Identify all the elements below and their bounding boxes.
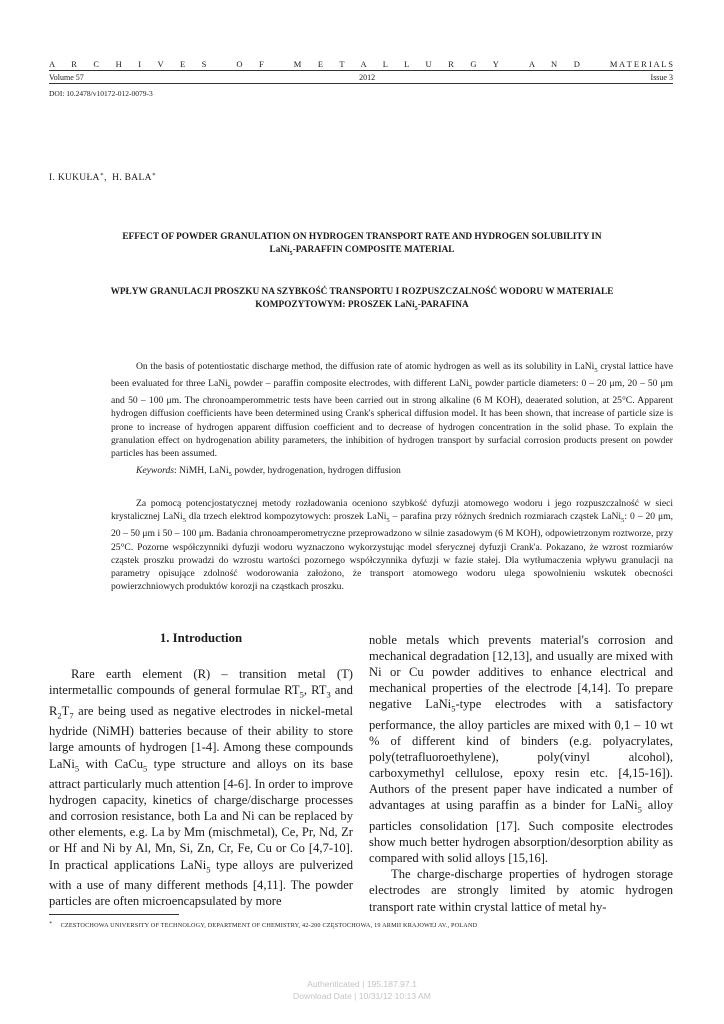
affiliation-mark: ∗ bbox=[99, 172, 105, 178]
title-line: WPŁYW GRANULACJI PROSZKU NA SZYBKOŚĆ TRANSPORTU I ROZPUSZCZALNOŚĆ WODORU W MATERIALE bbox=[110, 287, 614, 297]
affiliation-mark: ∗ bbox=[151, 172, 157, 178]
issue-meta bbox=[49, 73, 673, 82]
author-name: H. BALA bbox=[112, 173, 152, 184]
doi: DOI: 10.2478/v10172-012-0079-3 bbox=[49, 89, 153, 98]
paragraph: The charge-discharge properties of hydrogen storage electrodes are strongly limited by atomic hydrogen transport rate within crystal lattice of metal hy- bbox=[369, 867, 673, 914]
download-stamp-date: Download Date | 10/31/12 10:13 AM bbox=[293, 991, 431, 1001]
title-english bbox=[60, 231, 664, 261]
title-polish bbox=[60, 286, 664, 316]
download-stamp-ip: Authenticated | 195.187.97.1 bbox=[307, 979, 417, 989]
abstract-polish: Za pomocą potencjostatycznej metody rozładowania oceniono szybkość dyfuzji atomowego wodoru i jego rozpuszczalność w sieci krystalicznej LaNi$_5$ dla trzech elektrod kompozytowych: proszek LaNi$_5$ – parafina przy różnych średnich rozmiarach cząstek LaNi$_5$: 0 – 20 μm, 20 – 50 μm i 50 – 100 μm. Badania chronoamperometryczne przeprowadzono w silnie zasadowym (6 M KOH), odpowietrzonym roztworze, przy 25°C. Pozorne współczynniki dyfuzji wodoru wyznaczono wykorzystując model sferycznej dyfuzji Crank'a. Pokazano, że wzrost rozmiarów cząstek proszku prowadzi do wzrostu wartości pozornego współczynnika dyfuzji w fazie stałej. Dla wytłumaczenia wpływu granulacji na parametry opisujące zdolność wodorowania założono, że transport atomowego wodoru ulega spowolnieniu wskutek obecności powierzchniowych produktów korozji na cząstkach proszku. bbox=[111, 498, 674, 593]
keywords: Keywords: NiMH, LaNi$_5$ powder, hydrogenation, hydrogen diffusion bbox=[136, 465, 401, 478]
journal-word-4: A N D bbox=[528, 59, 588, 69]
title-line: EFFECT OF POWDER GRANULATION ON HYDROGEN TRANSPORT RATE AND HYDROGEN SOLUBILITY IN bbox=[122, 232, 602, 242]
author-name: I. KUKUŁA bbox=[49, 173, 100, 184]
volume-label: Volume 57 bbox=[49, 73, 84, 82]
section-heading: 1. Introduction bbox=[159, 631, 243, 645]
year-label: 2012 bbox=[359, 73, 376, 82]
body-column-right bbox=[369, 632, 673, 915]
journal-word-3: M E T A L L U R G Y bbox=[293, 59, 507, 69]
keywords-label: Keywords bbox=[136, 465, 175, 476]
body-column-left bbox=[49, 648, 353, 909]
issue-label: Issue 3 bbox=[650, 73, 673, 82]
abstract-english: On the basis of potentiostatic discharge method, the diffusion rate of atomic hydrogen as well as its solubility in LaNi$_5$ crystal lattice have been evaluated for three LaNi$_5$ powder – paraffin composite electrodes, with different LaNi$_5$ powder particle diameters: 0 – 20 μm, 20 – 50 μm and 50 – 100 μm. The chronoamperommetric tests have been carried out in strong alkaline (6 M KOH), deaerated solution, at 25°C. Apparent hydrogen diffusion coefficients have been determined using Crank's spherical diffusion model. It has been shown, that increase of particle size is prone to increase of hydrogen apparent diffusion coefficient and to decrease of hydrogen concentration in the solid phase. To explain the granulation effect on hydrogenation ability parameters, the inhibition of hydrogen transport by surfacial corrosion products present on powder particles has been assumed. bbox=[111, 361, 673, 460]
journal-word-1: A R C H I V E S bbox=[49, 59, 214, 69]
paragraph: noble metals which prevents material's corrosion and mechanical degradation [12,13], and usually are mixed with Ni or Cu powder additives to enhance electrical and mechanical properties of the electrode [4,14]. To prepare negative LaNi$_5$-type electrodes with a satisfactory performance, the alloy particles are mixed with 0,1 – 10 wt % of different kind of binders (e.g. polyacrylates, poly(tetrafluoroethylene), poly(vinyl alcohol), carboxymethyl cellulose, epoxy resin etc. [4,15-16]). Authors of the present paper have indicated a number of advantages at using paraffin as a binder for LaNi$_5$ alloy particles consolidation [17]. Such composite electrodes show much better hydrogen absorption/desorption ability as compared with solid alloys [15,16]. bbox=[369, 633, 673, 866]
header-rule-top bbox=[49, 70, 673, 71]
author-list: I. KUKUŁA∗, H. BALA∗ bbox=[49, 172, 157, 184]
title-line: LaNi$_5$-PARAFFIN COMPOSITE MATERIAL bbox=[269, 245, 455, 257]
title-line: KOMPOZYTOWYM: PROSZEK LaNi$_5$-PARAFINA bbox=[255, 300, 469, 312]
journal-word-5: M A T E R I A L S bbox=[609, 59, 673, 69]
journal-name bbox=[49, 59, 673, 69]
footnote-mark: ∗ bbox=[49, 921, 53, 926]
paragraph: Rare earth element (R) – transition metal (T) intermetallic compounds of general formulae $RT_5$, $RT_3$ and $R_2T_7$ are being used as negative electrodes in nickel-metal hydride (NiMH) batteries because of their ability to store large amounts of hydrogen [1-4]. Among these compounds LaNi$_5$ with CaCu$_5$ type structure and alloys on its base attract particularly much attention [4-6]. In order to improve hydrogen capacity, kinetics of charge/discharge processes and corrosion resistance, both La and Ni can be replaced by other elements, e.g. La by Mm (mischmetal), Ce, Pr, Nd, Zr or Hf and Ni by Al, Mn, Si, Zn, Cr, Fe, Cu or Co [4,7-10]. In practical applications LaNi$_5$ type alloys are pulverized with a use of many different methods [4,11]. The powder particles are often microencapsulated by more bbox=[49, 667, 353, 909]
journal-word-2: O F bbox=[236, 59, 271, 69]
footnote bbox=[49, 920, 477, 929]
footnote-text: CZESTOCHOWA UNIVERSITY OF TECHNOLOGY, DEPARTMENT OF CHEMISTRY, 42-200 CZĘSTOCHOWA, 19 ARMII KRAJOWEJ AV., POLAND bbox=[60, 922, 478, 930]
footnote-rule bbox=[49, 914, 179, 915]
header-rule-bottom bbox=[49, 83, 673, 84]
